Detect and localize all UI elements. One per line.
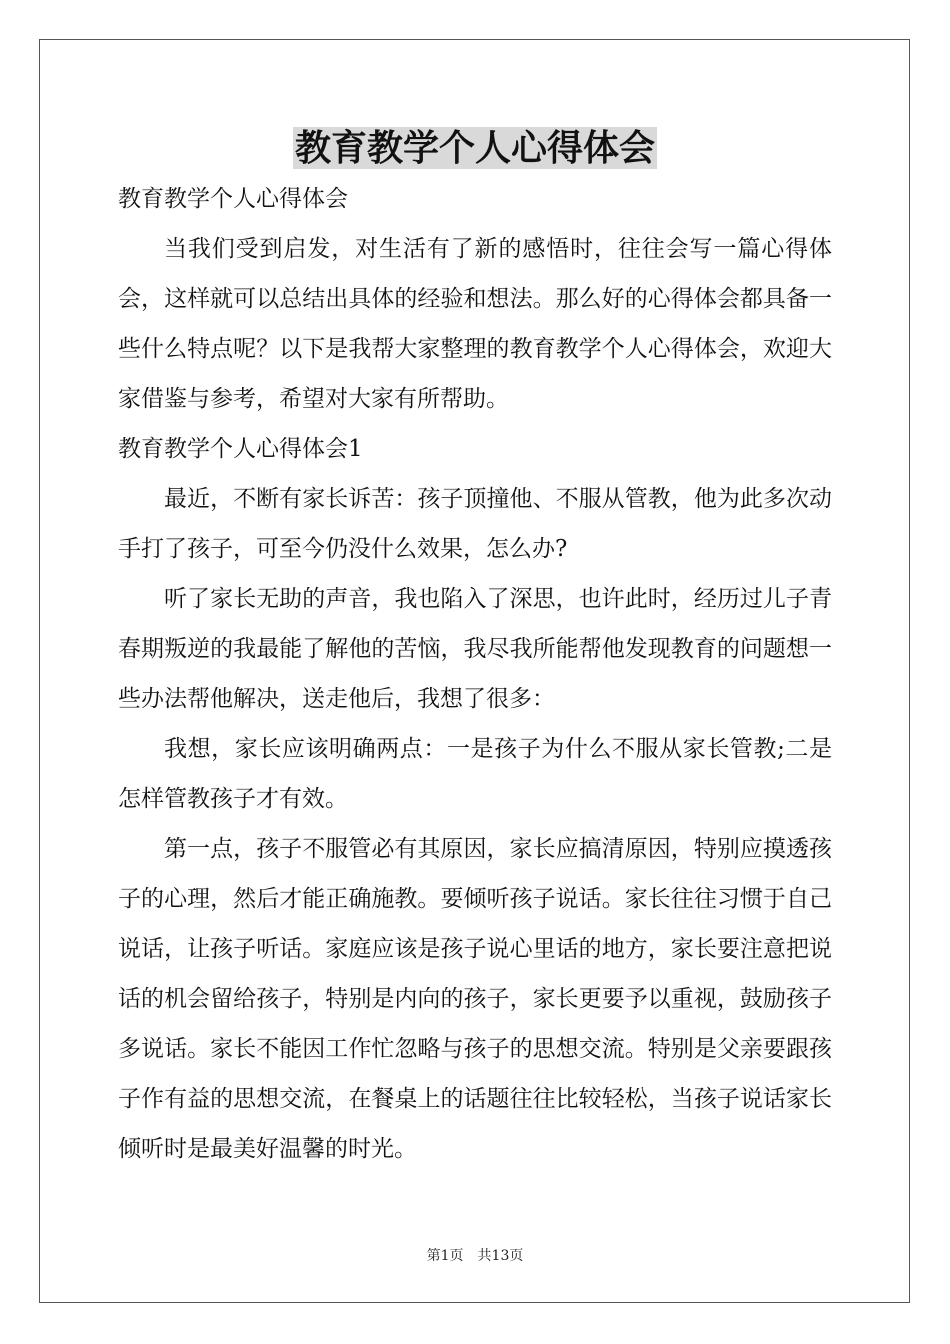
body-paragraph: 我想，家长应该明确两点：一是孩子为什么不服从家长管教;二是怎样管教孩子才有效。 (118, 736, 832, 812)
body-paragraph: 听了家长无助的声音，我也陷入了深思，也许此时，经历过儿子青春期叛逆的我最能了解他的苦恼，我尽我所能帮他发现教育的问题想一些办法帮他解决，送走他后，我想了很多： (118, 586, 832, 712)
page-number: 第1页 (426, 1248, 464, 1264)
body-paragraph: 最近，不断有家长诉苦：孩子顶撞他、不服从管教，他为此多次动手打了孩子，可至今仍没什么效果，怎么办? (118, 486, 832, 562)
document-body (118, 174, 832, 1174)
total-pages: 共13页 (477, 1248, 524, 1264)
body-paragraph: 第一点，孩子不服管必有其原因，家长应搞清原因，特别应摸透孩子的心理，然后才能正确施教。要倾听孩子说话。家长往往习惯于自己说话，让孩子听话。家庭应该是孩子说心里话的地方，家长要注意把说话的机会留给孩子，特别是内向的孩子，家长更要予以重视，鼓励孩子多说话。家长不能因工作忙忽略与孩子的思想交流。特别是父亲要跟孩子作有益的思想交流，在餐桌上的话题往往比较轻松，当孩子说话家长倾听时是最美好温馨的时光。 (118, 836, 832, 1162)
document-title-text: 教育教学个人心得体会 (294, 127, 655, 169)
page-footer (0, 1246, 950, 1266)
document-title (0, 124, 950, 172)
section-heading: 教育教学个人心得体会1 (118, 436, 363, 462)
intro-paragraph: 当我们受到启发，对生活有了新的感悟时，往往会写一篇心得体会，这样就可以总结出具体的经验和想法。那么好的心得体会都具备一些什么特点呢？以下是我帮大家整理的教育教学个人心得体会，欢迎大家借鉴与参考，希望对大家有所帮助。 (118, 236, 832, 412)
subtitle-paragraph: 教育教学个人心得体会 (118, 186, 348, 212)
